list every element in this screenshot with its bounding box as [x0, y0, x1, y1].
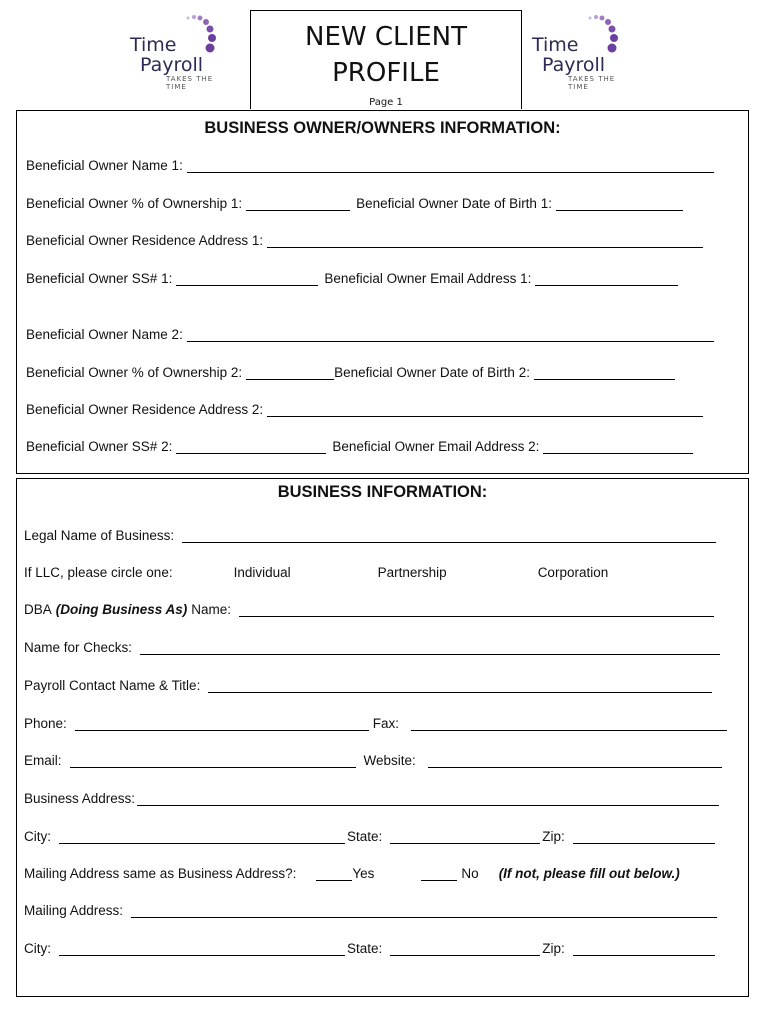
logo-right: [528, 12, 638, 91]
owner1-name-row: [26, 158, 714, 173]
phone-row: [24, 716, 727, 731]
mailing-zip-field[interactable]: [573, 943, 715, 956]
fax-field[interactable]: [411, 718, 727, 731]
logo-time-text: Time: [130, 34, 177, 56]
legal-name-row: [24, 528, 716, 543]
label: Beneficial Owner Date of Birth 1:: [356, 196, 552, 211]
label: Beneficial Owner Residence Address 1:: [26, 233, 264, 248]
email-field[interactable]: [70, 755, 356, 768]
logo-tagline: TAKES THE TIME: [166, 75, 214, 91]
owner2-email-field[interactable]: [543, 441, 693, 454]
owner1-address-row: [26, 233, 703, 248]
llc-option-partnership[interactable]: Partnership: [377, 565, 447, 580]
owner1-address-field[interactable]: [267, 235, 703, 248]
label: City:: [24, 829, 51, 844]
business-section: [16, 478, 749, 997]
label: Email:: [24, 753, 62, 768]
dba-row: [24, 602, 714, 617]
owner1-dob-field[interactable]: [556, 198, 683, 211]
label: Website:: [363, 753, 416, 768]
mailing-row: [24, 903, 717, 918]
label: Beneficial Owner Residence Address 2:: [26, 402, 264, 417]
label: Beneficial Owner % of Ownership 2:: [26, 365, 243, 380]
label: Legal Name of Business:: [24, 528, 175, 543]
owner1-name-field[interactable]: [187, 160, 714, 173]
zip-field[interactable]: [573, 831, 715, 844]
checks-row: [24, 640, 720, 655]
same-address-row: [24, 866, 680, 881]
website-field[interactable]: [428, 755, 722, 768]
logo-time-text: Time: [532, 34, 579, 56]
no-label: No: [461, 866, 479, 881]
label: State:: [347, 829, 383, 844]
owner2-ss-row: [26, 439, 693, 454]
owner1-ownership-row: [26, 196, 683, 211]
label: Name for Checks:: [24, 640, 133, 655]
owner2-ss-field[interactable]: [176, 441, 326, 454]
owner1-email-field[interactable]: [535, 273, 678, 286]
label: Beneficial Owner % of Ownership 1:: [26, 196, 243, 211]
business-heading: BUSINESS INFORMATION:: [277, 483, 488, 501]
logo-payroll-text: Payroll: [140, 54, 204, 76]
city2-row: [24, 941, 715, 956]
label: State:: [347, 941, 383, 956]
page-number: Page 1: [369, 97, 403, 108]
address-row: [24, 791, 719, 806]
mailing-city-field[interactable]: [59, 943, 345, 956]
owner1-ss-row: [26, 271, 678, 286]
label: Beneficial Owner Email Address 2:: [332, 439, 540, 454]
owner2-address-row: [26, 402, 703, 417]
label: City:: [24, 941, 51, 956]
contact-row: [24, 678, 712, 693]
label: Fax:: [372, 716, 400, 731]
llc-option-individual[interactable]: Individual: [233, 565, 291, 580]
logo-tagline: TAKES THE TIME: [568, 75, 616, 91]
label: Beneficial Owner Name 1:: [26, 158, 183, 173]
owner2-name-row: [26, 327, 714, 342]
owner1-ss-field[interactable]: [176, 273, 318, 286]
logo-payroll-text: Payroll: [542, 54, 606, 76]
label: Beneficial Owner Date of Birth 2:: [334, 365, 530, 380]
page-title-line2: PROFILE: [332, 58, 440, 88]
city-field[interactable]: [59, 831, 345, 844]
label: Zip:: [542, 829, 565, 844]
email-row: [24, 753, 722, 768]
label: Zip:: [542, 941, 565, 956]
phone-field[interactable]: [75, 718, 369, 731]
label: Beneficial Owner SS# 2:: [26, 439, 173, 454]
label: Beneficial Owner Email Address 1:: [324, 271, 532, 286]
label: Phone:: [24, 716, 67, 731]
owner2-name-field[interactable]: [187, 329, 714, 342]
mailing-state-field[interactable]: [390, 943, 540, 956]
label: Beneficial Owner SS# 1:: [26, 271, 173, 286]
llc-row: [24, 565, 608, 580]
owner2-address-field[interactable]: [267, 404, 703, 417]
logo-left: [126, 12, 236, 91]
label: Name:: [191, 602, 232, 617]
owner2-ownership-row: [26, 365, 675, 380]
owner2-ownership-field[interactable]: [246, 367, 334, 380]
no-blank[interactable]: [421, 868, 457, 881]
label: DBA: [24, 602, 52, 617]
label: Beneficial Owner Name 2:: [26, 327, 183, 342]
owner1-ownership-field[interactable]: [246, 198, 350, 211]
label: Payroll Contact Name & Title:: [24, 678, 201, 693]
state-field[interactable]: [390, 831, 540, 844]
label: Business Address:: [24, 791, 136, 806]
mailing-address-field[interactable]: [131, 905, 717, 918]
business-address-field[interactable]: [137, 793, 719, 806]
yes-label: Yes: [352, 866, 375, 881]
owner2-dob-field[interactable]: [534, 367, 675, 380]
dba-field[interactable]: [239, 604, 714, 617]
title-box: [250, 10, 522, 109]
legal-name-field[interactable]: [182, 530, 716, 543]
label: (Doing Business As): [55, 602, 188, 617]
yes-blank[interactable]: [316, 868, 352, 881]
llc-option-corporation[interactable]: Corporation: [537, 565, 609, 580]
page-title-line1: NEW CLIENT: [305, 22, 467, 52]
label: Mailing Address same as Business Address?:: [24, 866, 297, 881]
contact-field[interactable]: [208, 680, 712, 693]
label: If LLC, please circle one:: [24, 565, 173, 580]
city-row: [24, 829, 715, 844]
checks-name-field[interactable]: [140, 642, 720, 655]
fill-out-note: (If not, please fill out below.): [498, 866, 680, 881]
owners-heading: BUSINESS OWNER/OWNERS INFORMATION:: [204, 119, 561, 137]
label: Mailing Address:: [24, 903, 124, 918]
